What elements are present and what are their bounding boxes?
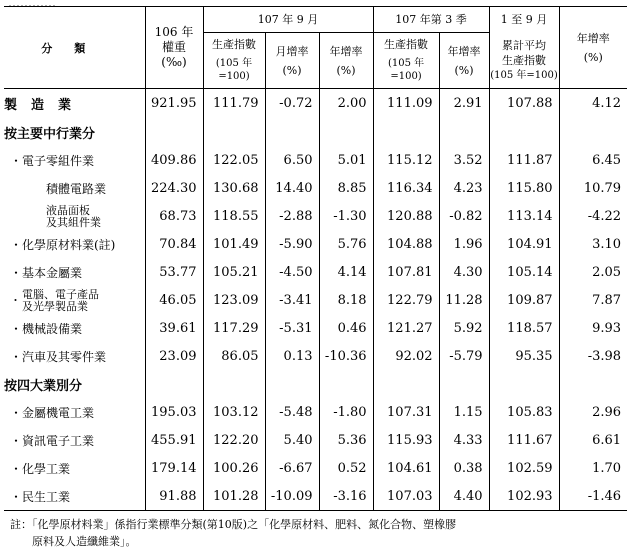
cell-sep-monthly: -5.48 xyxy=(265,399,319,427)
row-label-text: 化學工業 xyxy=(22,462,71,476)
cell-weight: 53.77 xyxy=(145,259,203,287)
cell-sep-index: 111.79 xyxy=(203,89,265,119)
header-q3-2018: 107 年第 3 季 xyxy=(373,7,489,33)
cell-cum-index: 118.57 xyxy=(489,315,559,343)
cell-sep-index: 101.49 xyxy=(203,231,265,259)
header-q3-annual-rate: 年增率 (%) xyxy=(439,33,489,89)
header-category: 分類 xyxy=(4,7,145,89)
row-label-text: 金屬機電工業 xyxy=(22,406,95,420)
cell-sep-monthly: -5.90 xyxy=(265,231,319,259)
bullet-marker: ・ xyxy=(10,434,23,448)
cell-cum-index: 115.80 xyxy=(489,175,559,203)
cell-sep-index: 118.55 xyxy=(203,203,265,231)
cell-cum-annual: 7.87 xyxy=(559,287,627,315)
cell-sep-annual: -3.16 xyxy=(319,483,373,511)
cell-cum-annual: -1.46 xyxy=(559,483,627,511)
empty-cell xyxy=(145,371,203,399)
cell-sep-monthly: -5.31 xyxy=(265,315,319,343)
cell-weight: 921.95 xyxy=(145,89,203,119)
cell-cum-annual: 2.96 xyxy=(559,399,627,427)
empty-cell xyxy=(559,119,627,147)
cell-weight: 68.73 xyxy=(145,203,203,231)
cell-cum-annual: 3.10 xyxy=(559,231,627,259)
header-weight: 106 年 權重 (‰) xyxy=(145,7,203,89)
cell-weight: 224.30 xyxy=(145,175,203,203)
cell-q3-index: 92.02 xyxy=(373,343,439,371)
cell-q3-index: 104.88 xyxy=(373,231,439,259)
row-label-text: 民生工業 xyxy=(22,489,71,504)
empty-cell xyxy=(203,371,265,399)
empty-cell xyxy=(319,371,373,399)
row-label-text: 電腦、電子產品 及光學製品業 xyxy=(22,287,99,313)
row-label: 製造業 xyxy=(4,89,145,119)
cell-weight: 23.09 xyxy=(145,343,203,371)
cell-cum-annual: -3.98 xyxy=(559,343,627,371)
cell-q3-index: 107.31 xyxy=(373,399,439,427)
cell-cum-index: 102.59 xyxy=(489,455,559,483)
cell-q3-index: 115.93 xyxy=(373,427,439,455)
header-q3-index: 生產指數 (105 年=100) xyxy=(373,33,439,89)
header-sep-monthly-rate: 月增率 (%) xyxy=(265,33,319,89)
cell-q3-index: 120.88 xyxy=(373,203,439,231)
header-cum-index: 累計平均 生產指數 (105 年=100) xyxy=(489,33,559,89)
header-sep-2018: 107 年 9 月 xyxy=(203,7,373,33)
header-cum-annual-rate: 年增率 (%) xyxy=(559,7,627,89)
row-label-text: 電子零組件業 xyxy=(22,154,95,168)
row-label xyxy=(4,315,145,343)
cell-sep-monthly: -6.67 xyxy=(265,455,319,483)
cell-cum-annual: 6.45 xyxy=(559,147,627,175)
cell-q3-index: 111.09 xyxy=(373,89,439,119)
cell-q3-index: 107.81 xyxy=(373,259,439,287)
row-label xyxy=(4,483,145,511)
row-label xyxy=(4,287,145,315)
cell-cum-index: 102.93 xyxy=(489,483,559,511)
cell-q3-annual: 1.96 xyxy=(439,231,489,259)
empty-cell xyxy=(439,119,489,147)
bullet-marker: ・ xyxy=(10,266,23,280)
cell-q3-index: 122.79 xyxy=(373,287,439,315)
header-sep-annual-rate: 年增率 (%) xyxy=(319,33,373,89)
cell-sep-annual: 0.52 xyxy=(319,455,373,483)
cell-sep-index: 117.29 xyxy=(203,315,265,343)
cell-sep-annual: -1.30 xyxy=(319,203,373,231)
cell-sep-monthly: -0.72 xyxy=(265,89,319,119)
cell-sep-index: 123.09 xyxy=(203,287,265,315)
table-row xyxy=(4,427,627,455)
table-row xyxy=(4,483,627,511)
cell-q3-annual: 0.38 xyxy=(439,455,489,483)
cell-cum-annual: 6.61 xyxy=(559,427,627,455)
row-label xyxy=(4,259,145,287)
cell-q3-index: 116.34 xyxy=(373,175,439,203)
bullet-marker: ・ xyxy=(10,462,23,476)
footnote xyxy=(10,516,625,550)
cell-q3-annual: 5.92 xyxy=(439,315,489,343)
header-cumulative-title: 1 至 9 月 xyxy=(489,7,559,33)
cell-q3-annual: 1.15 xyxy=(439,399,489,427)
cell-q3-annual: 4.33 xyxy=(439,427,489,455)
top-caption-fragment: ………… xyxy=(8,0,56,10)
cell-q3-annual: 3.52 xyxy=(439,147,489,175)
row-label xyxy=(4,343,145,371)
cell-q3-index: 115.12 xyxy=(373,147,439,175)
table-row xyxy=(4,287,627,315)
row-label-text: 機械設備業 xyxy=(22,322,83,336)
table-row xyxy=(4,175,627,203)
footnote-line-2: 原料及人造纖維業」。 xyxy=(32,535,137,548)
cell-cum-index: 107.88 xyxy=(489,89,559,119)
bullet-marker: ・ xyxy=(10,238,23,252)
empty-cell xyxy=(203,119,265,147)
row-label-text: 基本金屬業 xyxy=(22,266,83,280)
table-row xyxy=(4,231,627,259)
cell-sep-monthly: -4.50 xyxy=(265,259,319,287)
row-label xyxy=(4,203,145,231)
cell-sep-annual: 2.00 xyxy=(319,89,373,119)
cell-cum-annual: 4.12 xyxy=(559,89,627,119)
cell-cum-index: 105.14 xyxy=(489,259,559,287)
bullet-marker: ・ xyxy=(10,489,23,504)
cell-weight: 39.61 xyxy=(145,315,203,343)
cell-cum-annual: 2.05 xyxy=(559,259,627,287)
empty-cell xyxy=(373,371,439,399)
row-section-four xyxy=(4,371,627,399)
cell-q3-annual: 2.91 xyxy=(439,89,489,119)
cell-sep-monthly: -3.41 xyxy=(265,287,319,315)
cell-q3-index: 104.61 xyxy=(373,455,439,483)
bullet-marker: ・ xyxy=(10,293,21,307)
row-label-text: 液晶面板 及其組件業 xyxy=(46,203,101,229)
table-row xyxy=(4,259,627,287)
row-label-text: 積體電路業 xyxy=(46,182,107,196)
cell-sep-annual: -10.36 xyxy=(319,343,373,371)
cell-sep-annual: 5.76 xyxy=(319,231,373,259)
cell-sep-index: 101.28 xyxy=(203,483,265,511)
cell-q3-annual: -5.79 xyxy=(439,343,489,371)
cell-cum-annual: -4.22 xyxy=(559,203,627,231)
row-label xyxy=(4,455,145,483)
cell-sep-annual: 5.01 xyxy=(319,147,373,175)
cell-q3-index: 107.03 xyxy=(373,483,439,511)
cell-sep-annual: -1.80 xyxy=(319,399,373,427)
empty-cell xyxy=(489,371,559,399)
row-label xyxy=(4,147,145,175)
bullet-marker: ・ xyxy=(10,154,23,168)
cell-sep-annual: 0.46 xyxy=(319,315,373,343)
cell-sep-annual: 8.85 xyxy=(319,175,373,203)
cell-sep-index: 122.05 xyxy=(203,147,265,175)
table-row xyxy=(4,343,627,371)
table-row xyxy=(4,399,627,427)
bullet-marker: ・ xyxy=(10,322,23,336)
table-row xyxy=(4,147,627,175)
cell-sep-monthly: -10.09 xyxy=(265,483,319,511)
cell-sep-index: 122.20 xyxy=(203,427,265,455)
row-label xyxy=(4,231,145,259)
cell-cum-index: 113.14 xyxy=(489,203,559,231)
cell-cum-index: 104.91 xyxy=(489,231,559,259)
cell-sep-index: 100.26 xyxy=(203,455,265,483)
cell-sep-annual: 8.18 xyxy=(319,287,373,315)
cell-cum-index: 111.87 xyxy=(489,147,559,175)
cell-cum-index: 95.35 xyxy=(489,343,559,371)
table-row xyxy=(4,315,627,343)
cell-sep-index: 86.05 xyxy=(203,343,265,371)
empty-cell xyxy=(265,119,319,147)
row-label xyxy=(4,427,145,455)
cell-weight: 91.88 xyxy=(145,483,203,511)
cell-weight: 195.03 xyxy=(145,399,203,427)
row-label xyxy=(4,399,145,427)
row-section-industry xyxy=(4,119,627,147)
row-label-text: 化學原材料業(註) xyxy=(22,238,116,252)
cell-cum-annual: 1.70 xyxy=(559,455,627,483)
empty-cell xyxy=(265,371,319,399)
row-manufacturing xyxy=(4,89,627,119)
cell-weight: 70.84 xyxy=(145,231,203,259)
cell-cum-index: 109.87 xyxy=(489,287,559,315)
cell-cum-index: 105.83 xyxy=(489,399,559,427)
cell-weight: 455.91 xyxy=(145,427,203,455)
empty-cell xyxy=(319,119,373,147)
cell-q3-annual: 4.23 xyxy=(439,175,489,203)
bullet-marker: ・ xyxy=(10,406,23,420)
cell-cum-index: 111.67 xyxy=(489,427,559,455)
empty-cell xyxy=(373,119,439,147)
empty-cell xyxy=(145,119,203,147)
row-label xyxy=(4,175,145,203)
row-label-text: 資訊電子工業 xyxy=(22,434,95,448)
empty-cell xyxy=(559,371,627,399)
cell-weight: 46.05 xyxy=(145,287,203,315)
cell-q3-annual: 4.40 xyxy=(439,483,489,511)
cell-weight: 179.14 xyxy=(145,455,203,483)
cell-q3-annual: 4.30 xyxy=(439,259,489,287)
header-sep-index: 生產指數 (105 年=100) xyxy=(203,33,265,89)
cell-sep-monthly: 6.50 xyxy=(265,147,319,175)
cell-sep-monthly: -2.88 xyxy=(265,203,319,231)
section-heading: 按主要中行業分 xyxy=(4,127,96,142)
cell-sep-annual: 4.14 xyxy=(319,259,373,287)
cell-q3-annual: -0.82 xyxy=(439,203,489,231)
empty-cell xyxy=(489,119,559,147)
cell-sep-monthly: 0.13 xyxy=(265,343,319,371)
footnote-line-1: 註：「化學原材料業」係指行業標準分類(第10版)之「化學原材料、肥料、氮化合物、塑橡膠 xyxy=(10,518,457,531)
cell-sep-monthly: 14.40 xyxy=(265,175,319,203)
cell-sep-index: 130.68 xyxy=(203,175,265,203)
cell-q3-annual: 11.28 xyxy=(439,287,489,315)
row-label-text: 汽車及其零件業 xyxy=(22,350,107,364)
cell-cum-annual: 9.93 xyxy=(559,315,627,343)
section-heading: 按四大業別分 xyxy=(4,379,83,394)
production-index-table xyxy=(4,6,627,511)
cell-sep-index: 103.12 xyxy=(203,399,265,427)
cell-sep-index: 105.21 xyxy=(203,259,265,287)
bullet-marker: ・ xyxy=(10,350,23,364)
cell-cum-annual: 10.79 xyxy=(559,175,627,203)
table-row xyxy=(4,203,627,231)
cell-q3-index: 121.27 xyxy=(373,315,439,343)
cell-weight: 409.86 xyxy=(145,147,203,175)
table-row xyxy=(4,455,627,483)
cell-sep-monthly: 5.40 xyxy=(265,427,319,455)
empty-cell xyxy=(439,371,489,399)
cell-sep-annual: 5.36 xyxy=(319,427,373,455)
